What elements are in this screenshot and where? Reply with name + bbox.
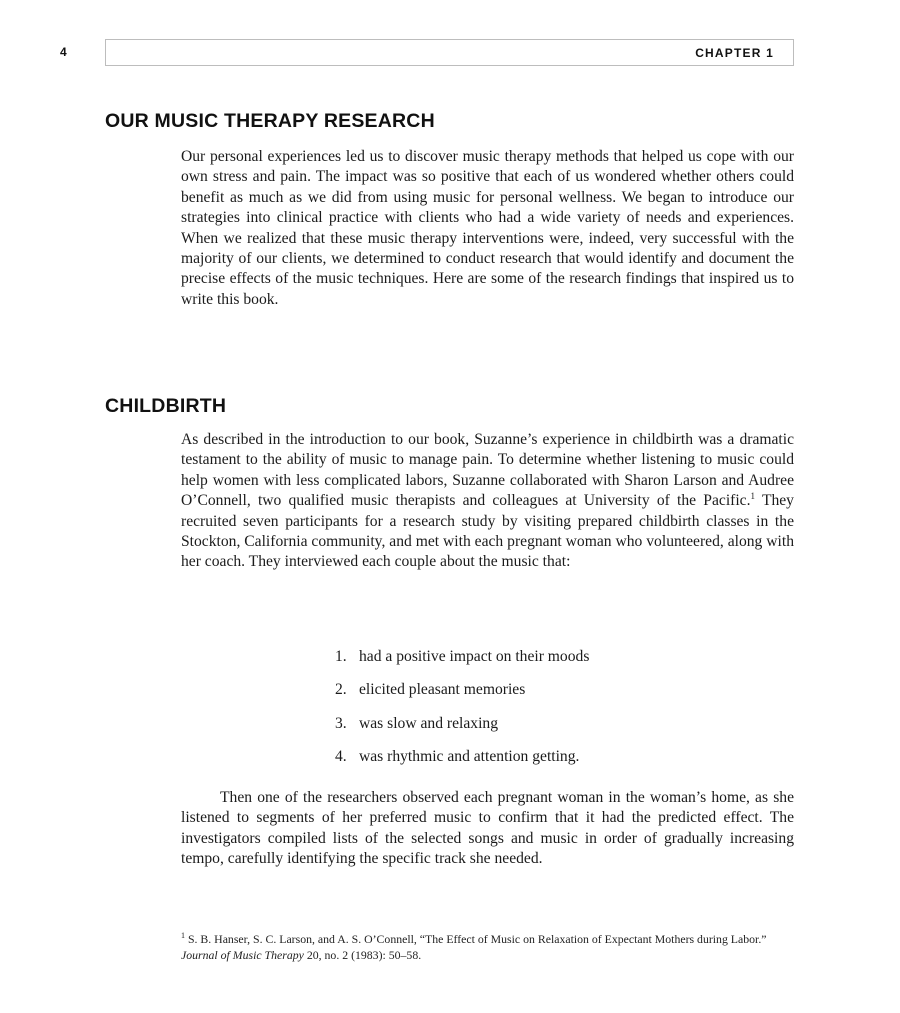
list-item (335, 747, 775, 780)
list-item-text: elicited pleasant memories (359, 681, 526, 699)
chapter-label: CHAPTER 1 (695, 46, 774, 60)
list-number: 1. (335, 648, 347, 665)
paragraph-text: They recruited seven participants for a research study by visiting prepared childbirth classes in the Stockton, California community, and met with each pregnant woman who volunteered, along with her coach. They interviewed each couple about the music that: (181, 492, 794, 571)
list-item (335, 714, 775, 747)
footnote-text: S. B. Hanser, S. C. Larson, and A. S. O’Connell, “The Effect of Music on Relaxation of Expectant Mothers during Labor.” (185, 932, 767, 946)
page-number: 4 (60, 45, 67, 59)
list-item (335, 680, 775, 713)
footnote-text: 20, no. 2 (1983): 50–58. (303, 948, 422, 962)
list-item (335, 647, 775, 680)
footnote-journal-title: Journal of Music Therapy (181, 948, 304, 962)
list-number: 2. (335, 681, 347, 699)
section-heading-childbirth: CHILDBIRTH (105, 395, 227, 417)
body-paragraph-research: Our personal experiences led us to discover music therapy methods that helped us cope with our own stress and pain. The impact was so positive that each of us wondered whether others could benefit as much as we did from using music for personal wellness. We began to introduce our strategies into clinical practice with clients who had a wide variety of needs and experiences. When we realized that these music therapy interventions were, indeed, very successful with the majority of our clients, we determined to conduct research that would identify and document the precise effects of the music techniques. Here are some of the research findings that inspired us to write this book. (181, 148, 794, 308)
list-item-text: was slow and relaxing (359, 714, 499, 732)
running-header (105, 39, 794, 66)
list-item-text: had a positive impact on their moods (359, 648, 590, 665)
footnote-reference: 1 (750, 491, 756, 502)
footnote (181, 931, 794, 963)
list-number: 4. (335, 747, 347, 765)
list-item-text: was rhythmic and attention getting. (359, 747, 580, 765)
numbered-list (335, 647, 775, 780)
section-heading-research: OUR MUSIC THERAPY RESEARCH (105, 110, 435, 132)
paragraph-text: As described in the introduction to our book, Suzanne’s experience in childbirth was a dramatic testament to the ability of music to manage pain. To determine whether listening to music could help women with less complicated labors, Suzanne collaborated with Sharon Larson and Audree O’Connell, two qualified music therapists and colleagues at University of the Pacific. (181, 431, 794, 510)
footnote-mark: 1 (181, 931, 185, 941)
body-paragraph-observation: Then one of the researchers observed each pregnant woman in the woman’s home, as she listened to segments of her preferred music to confirm that it had the predicted effect. The investigators compiled lists of the selected songs and music in order of gradually increasing tempo, carefully identifying the specific track she needed. (181, 789, 794, 868)
list-number: 3. (335, 714, 347, 732)
body-paragraph-childbirth (181, 430, 794, 573)
